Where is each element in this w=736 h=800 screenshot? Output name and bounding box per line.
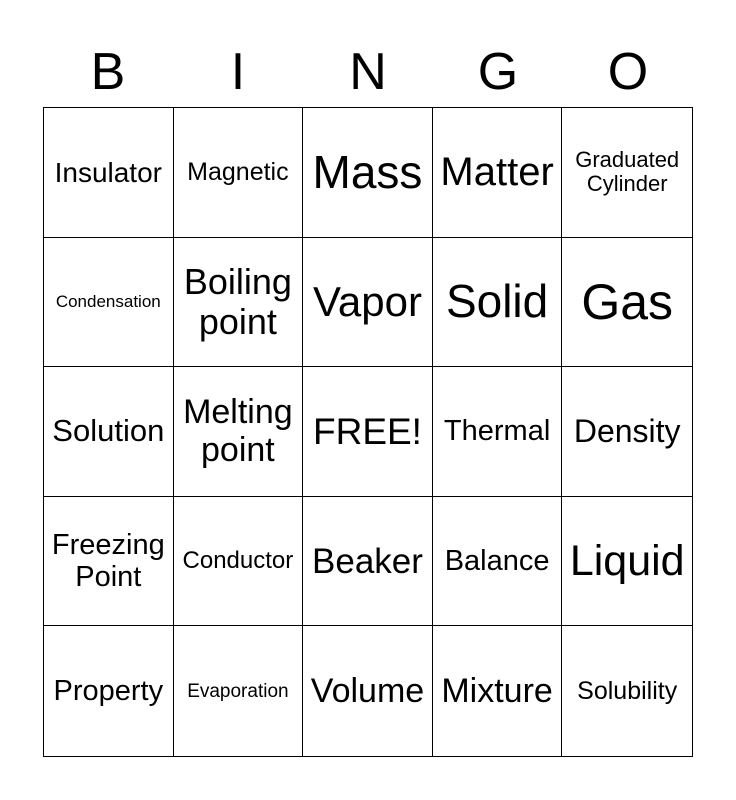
bingo-cell[interactable]: Liquid: [562, 497, 692, 627]
bingo-cell[interactable]: Condensation: [44, 238, 174, 368]
bingo-board: [43, 107, 693, 757]
bingo-cell[interactable]: Evaporation: [174, 626, 304, 756]
header-letter-o: O: [607, 43, 649, 101]
bingo-cell[interactable]: Conductor: [174, 497, 304, 627]
bingo-cell[interactable]: Mass: [303, 108, 433, 238]
bingo-cell[interactable]: Magnetic: [174, 108, 304, 238]
bingo-cell[interactable]: Mixture: [433, 626, 563, 756]
bingo-cell[interactable]: Balance: [433, 497, 563, 627]
header-letter-b: B: [90, 43, 126, 101]
bingo-cell[interactable]: Matter: [433, 108, 563, 238]
bingo-cell[interactable]: Solid: [433, 238, 563, 368]
bingo-cell[interactable]: Thermal: [433, 367, 563, 497]
bingo-cell[interactable]: Graduated Cylinder: [562, 108, 692, 238]
bingo-cell[interactable]: Solubility: [577, 677, 678, 706]
bingo-cell[interactable]: Property: [44, 626, 174, 756]
header-letter-n: N: [349, 43, 387, 101]
free-space-cell[interactable]: FREE!: [303, 367, 433, 497]
bingo-cell[interactable]: Density: [562, 367, 692, 497]
bingo-cell[interactable]: Boiling point: [174, 238, 304, 368]
bingo-cell[interactable]: Solution: [44, 367, 174, 497]
bingo-header: [43, 36, 693, 108]
bingo-cell[interactable]: Insulator: [44, 108, 174, 238]
header-letter-i: I: [230, 43, 246, 101]
header-letter-g: G: [477, 43, 519, 101]
bingo-cell[interactable]: Beaker: [303, 497, 433, 627]
bingo-cell[interactable]: Freezing Point: [44, 497, 174, 627]
bingo-cell[interactable]: Melting point: [174, 367, 304, 497]
bingo-cell[interactable]: Vapor: [303, 238, 433, 368]
bingo-cell[interactable]: Gas: [562, 238, 692, 368]
bingo-cell[interactable]: Volume: [303, 626, 433, 756]
